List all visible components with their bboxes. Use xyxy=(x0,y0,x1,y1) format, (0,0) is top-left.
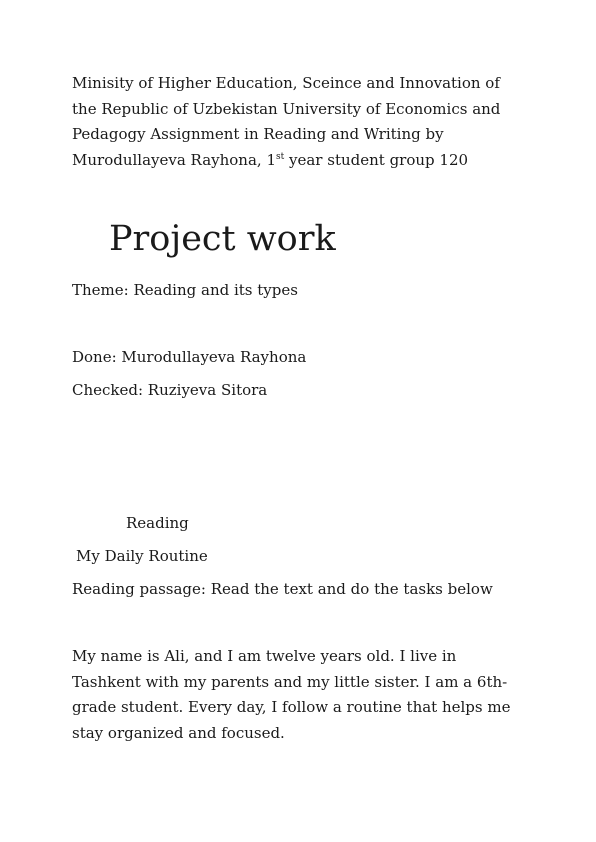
reading-heading: Reading xyxy=(126,514,189,532)
header-text: Minisity of Higher Education, Sceince and Innovation of the Republic of Uzbekistan University of Economics and Pedagogy Assignment in Reading and Writing by Murodullayeva Rayhona, 1 xyxy=(72,74,501,169)
routine-heading: My Daily Routine xyxy=(76,547,208,565)
assignment-header xyxy=(72,71,522,173)
done-line: Done: Murodullayeva Rayhona xyxy=(72,348,307,366)
checked-line: Checked: Ruziyeva Sitora xyxy=(72,381,268,399)
ordinal-suffix: st xyxy=(276,151,285,162)
header-text-end: year student group 120 xyxy=(284,150,469,169)
reading-passage: My name is Ali, and I am twelve years old. I live in Tashkent with my parents and my little sister. I am a 6th-grade student. Every day, I follow a routine that helps me stay organized and focused. xyxy=(72,647,511,742)
passage-instruction: Reading passage: Read the text and do the tasks below xyxy=(72,580,493,598)
page-title: Project work xyxy=(109,219,336,259)
theme-line: Theme: Reading and its types xyxy=(72,281,298,299)
